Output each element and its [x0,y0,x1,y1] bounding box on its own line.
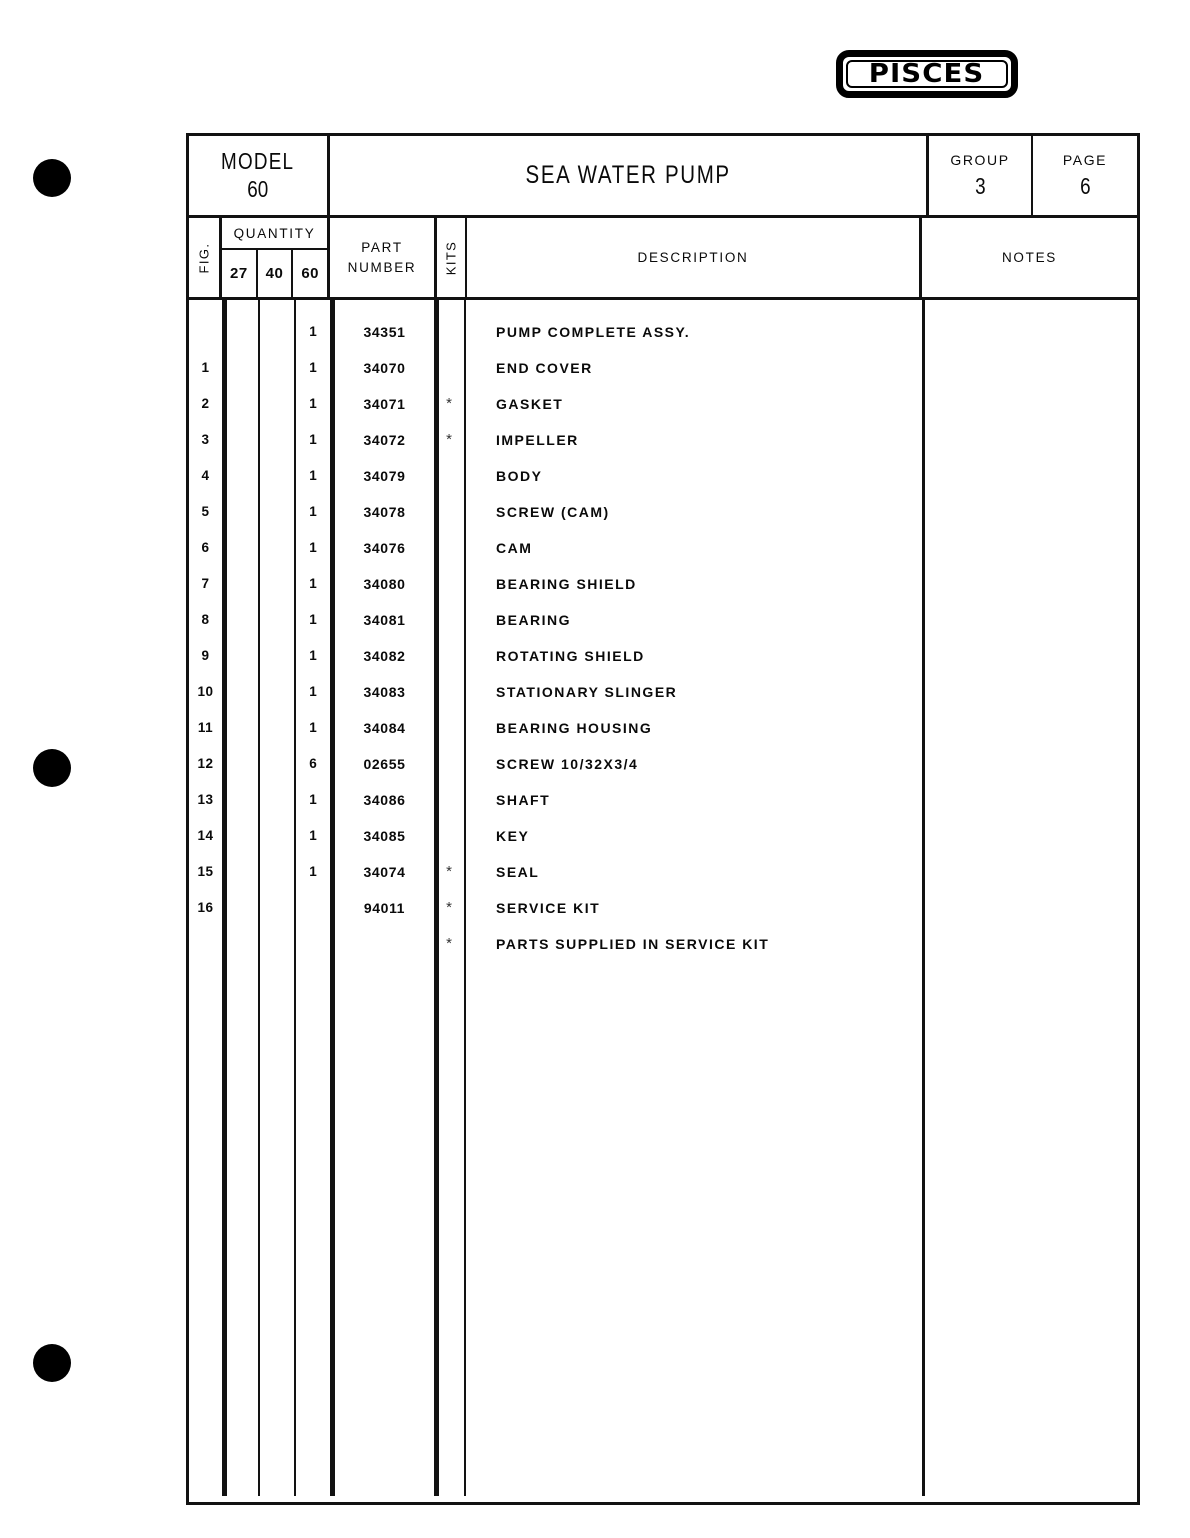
table-row [189,566,1137,602]
row-fig-number: 5 [201,504,210,519]
row-qty-27 [227,458,258,494]
row-kit-marker: * [446,863,452,880]
part-header-line1: PART [361,239,403,255]
sheet-header-row [189,136,1137,218]
row-qty-27 [227,350,258,386]
row-description: SCREW (CAM) [496,504,610,520]
model-cell [189,136,330,215]
qty-40-label: 40 [265,265,284,282]
notes-header-label: NOTES [1001,250,1057,265]
row-qty-60: 1 [309,468,317,483]
row-kit-marker [434,314,464,350]
row-description: SCREW 10/32X3/4 [496,756,639,772]
row-qty-60: 1 [309,684,317,699]
description-header-label: DESCRIPTION [637,250,749,265]
model-label: MODEL [221,148,295,175]
row-part-number: 34082 [363,648,406,664]
column-header-description [467,218,922,297]
row-kit-marker [434,818,464,854]
row-kit-marker: * [446,431,452,448]
row-description: KEY [496,828,530,844]
row-fig-number: 13 [197,792,214,807]
row-part-number: 34076 [363,540,406,556]
row-part-number: 34351 [363,324,406,340]
row-qty-40 [260,530,294,566]
row-kit-marker: * [446,899,452,916]
logo-outer-border [836,50,1018,98]
row-qty-27 [227,710,258,746]
row-qty-27 [227,818,258,854]
row-qty-60 [296,926,330,962]
row-qty-27 [227,566,258,602]
row-fig-number: 3 [201,432,210,447]
row-qty-60: 1 [309,324,317,339]
row-kit-marker [434,602,464,638]
row-part-number: 34085 [363,828,406,844]
row-qty-40 [260,818,294,854]
pisces-logo [836,50,1018,98]
table-row [189,746,1137,782]
row-fig-number: 4 [201,468,210,483]
row-qty-60: 1 [309,612,317,627]
row-qty-27 [227,422,258,458]
row-fig-number: 10 [197,684,214,699]
parts-list-table [186,133,1140,1505]
page-value: 6 [1079,172,1091,199]
row-kit-marker [434,350,464,386]
table-row [189,890,1137,926]
row-qty-60: 1 [309,396,317,411]
row-qty-27 [227,926,258,962]
row-qty-60: 1 [309,828,317,843]
row-part-number: 34086 [363,792,406,808]
row-fig-number: 8 [201,612,210,627]
row-fig-number: 6 [201,540,210,555]
row-part-number: 34072 [363,432,406,448]
row-kit-marker [434,458,464,494]
row-kit-marker: * [446,935,452,952]
row-part-number [335,926,434,962]
row-description: BEARING SHIELD [496,576,637,592]
column-header-qty-27 [222,250,258,297]
row-qty-27 [227,854,258,890]
group-label: GROUP [950,151,1010,168]
qty-60-label: 60 [301,265,320,282]
row-qty-27 [227,890,258,926]
table-row [189,350,1137,386]
row-qty-40 [260,422,294,458]
row-qty-40 [260,350,294,386]
column-header-quantity [222,218,330,297]
sheet-title-cell [330,136,929,215]
row-description: ROTATING SHIELD [496,648,645,664]
table-row [189,674,1137,710]
kits-header-label: KITS [443,240,459,275]
column-header-fig [189,218,222,297]
row-part-number: 34084 [363,720,406,736]
row-fig-number [189,314,222,350]
page-title: SEA WATER PUMP [525,161,731,189]
row-qty-40 [260,926,294,962]
row-description: BEARING HOUSING [496,720,653,736]
binder-punch-hole-top [33,159,71,197]
row-qty-40 [260,710,294,746]
table-row [189,602,1137,638]
row-qty-60: 1 [309,864,317,879]
row-part-number: 34083 [363,684,406,700]
column-header-part-number [330,218,437,297]
row-description: PARTS SUPPLIED IN SERVICE KIT [496,936,770,952]
row-qty-40 [260,782,294,818]
table-row [189,494,1137,530]
row-description: PUMP COMPLETE ASSY. [496,324,691,340]
row-kit-marker [434,674,464,710]
row-part-number: 02655 [363,756,406,772]
row-qty-60: 1 [309,648,317,663]
column-header-row [189,218,1137,300]
row-description: GASKET [496,396,564,412]
row-kit-marker [434,638,464,674]
row-qty-27 [227,386,258,422]
table-row [189,530,1137,566]
table-row [189,458,1137,494]
group-value: 3 [974,172,986,199]
table-body [189,300,1137,1496]
table-row [189,710,1137,746]
table-row [189,638,1137,674]
row-fig-number: 15 [197,864,214,879]
row-qty-27 [227,674,258,710]
row-qty-40 [260,386,294,422]
table-row [189,782,1137,818]
row-fig-number: 1 [201,360,210,375]
parts-rows [189,300,1137,962]
part-header-line2: NUMBER [347,259,417,275]
row-description: STATIONARY SLINGER [496,684,678,700]
row-description: BODY [496,468,543,484]
column-header-qty-40 [258,250,294,297]
row-fig-number: 12 [197,756,214,771]
row-qty-40 [260,638,294,674]
row-part-number: 34074 [363,864,406,880]
row-description: CAM [496,540,533,556]
row-qty-27 [227,494,258,530]
binder-punch-hole-bottom [33,1344,71,1382]
row-qty-60: 1 [309,576,317,591]
page-cell [1033,136,1137,215]
row-description: END COVER [496,360,593,376]
row-qty-60: 1 [309,792,317,807]
row-kit-marker [434,782,464,818]
row-kit-marker [434,746,464,782]
row-qty-40 [260,746,294,782]
row-fig-number [189,926,222,962]
row-kit-marker [434,566,464,602]
row-qty-40 [260,566,294,602]
table-row [189,314,1137,350]
table-row [189,926,1137,962]
row-part-number: 34071 [363,396,406,412]
quantity-sub-columns [222,250,327,297]
quantity-header-label: QUANTITY [233,225,316,241]
row-fig-number: 11 [197,720,214,735]
row-qty-27 [227,638,258,674]
row-qty-27 [227,746,258,782]
row-fig-number: 9 [201,648,210,663]
row-qty-40 [260,494,294,530]
row-kit-marker: * [446,395,452,412]
row-description: SHAFT [496,792,551,808]
row-description: SERVICE KIT [496,900,601,916]
binder-punch-hole-middle [33,749,71,787]
row-kit-marker [434,494,464,530]
row-part-number: 34081 [363,612,406,628]
table-row [189,818,1137,854]
row-description: IMPELLER [496,432,579,448]
row-fig-number: 16 [197,900,214,915]
logo-inner-border [846,60,1008,88]
row-qty-60: 1 [309,432,317,447]
qty-27-label: 27 [229,265,248,282]
model-value: 60 [247,175,269,202]
column-header-notes [922,218,1137,297]
row-fig-number: 14 [197,828,214,843]
row-qty-60: 1 [309,360,317,375]
row-qty-27 [227,602,258,638]
row-qty-27 [227,314,258,350]
row-part-number: 34078 [363,504,406,520]
row-part-number: 94011 [363,900,406,916]
row-description: BEARING [496,612,572,628]
row-qty-60: 1 [309,720,317,735]
row-fig-number: 7 [201,576,210,591]
row-part-number: 34080 [363,576,406,592]
row-qty-60: 6 [309,756,317,771]
row-kit-marker [434,710,464,746]
row-qty-40 [260,314,294,350]
row-kit-marker [434,530,464,566]
row-qty-60: 1 [309,504,317,519]
table-row [189,386,1137,422]
row-qty-40 [260,458,294,494]
row-qty-60: 1 [309,540,317,555]
row-qty-60 [296,890,330,926]
row-part-number: 34070 [363,360,406,376]
row-description: SEAL [496,864,540,880]
table-row [189,422,1137,458]
page-label: PAGE [1062,151,1108,168]
column-header-kits [437,218,467,297]
column-header-qty-60 [293,250,327,297]
table-row [189,854,1137,890]
row-qty-27 [227,530,258,566]
row-part-number: 34079 [363,468,406,484]
group-cell [929,136,1033,215]
fig-header-label: FIG. [196,242,212,273]
row-qty-40 [260,890,294,926]
row-qty-40 [260,854,294,890]
row-qty-27 [227,782,258,818]
row-qty-40 [260,674,294,710]
logo-wordmark: PISCES [869,59,985,89]
row-qty-40 [260,602,294,638]
row-fig-number: 2 [201,396,210,411]
quantity-group-label-cell [222,218,327,250]
